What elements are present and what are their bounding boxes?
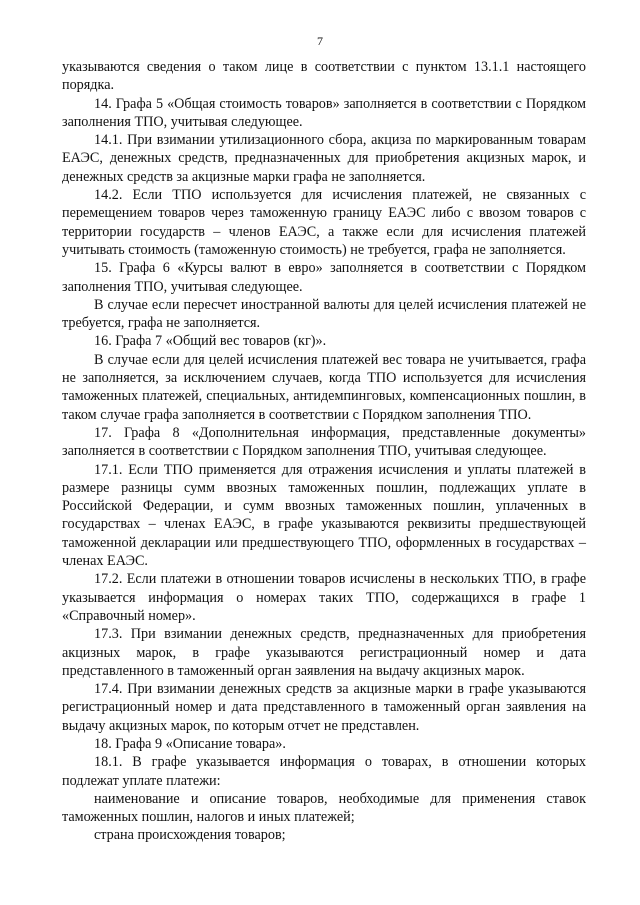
- paragraph-item-17-3: 17.3. При взимании денежных средств, предназначенных для приобретения акцизных марок, в графе указываются регистрационный номер и дата представленного в таможенный орган заявления на выдачу акцизных марок.: [62, 626, 586, 679]
- paragraph-list-item: наименование и описание товаров, необходимые для применения ставок таможенных пошлин, налогов и иных платежей;: [62, 790, 586, 826]
- paragraph-item-18: 18. Графа 9 «Описание товара».: [94, 735, 286, 752]
- document-body: [62, 58, 586, 845]
- paragraph-item-17-1: 17.1. Если ТПО применяется для отражения исчисления и уплаты платежей в размере разницы сумм ввозных таможенных пошлин, подлежащих уплате в Российской Федерации, и сумм ввозных таможенных пошлин, уплаченных в государствах – членах ЕАЭС, в графе указываются реквизиты предшествующей таможенной декларации или предшествующего ТПО, оформленных в государствах – членах ЕАЭС.: [62, 461, 586, 570]
- paragraph-continuation: указываются сведения о таком лице в соответствии с пунктом 13.1.1 настоящего порядка.: [62, 59, 586, 94]
- paragraph-list-item: страна происхождения товаров;: [94, 827, 286, 844]
- paragraph-item-15: 15. Графа 6 «Курсы валют в евро» заполняется в соответствии с Порядком заполнения ТПО, учитывая следующее.: [62, 260, 586, 295]
- paragraph-item-17-4: 17.4. При взимании денежных средств за акцизные марки в графе указываются регистрационный номер и дата представленного в таможенный орган заявления на выдачу акцизных марок, по которым отчет не представлен.: [62, 681, 586, 734]
- page-number: 7: [317, 34, 323, 48]
- paragraph-item-16: 16. Графа 7 «Общий вес товаров (кг)».: [94, 333, 327, 350]
- paragraph-item-16-note: В случае если для целей исчисления платежей вес товара не учитывается, графа не заполняется, за исключением случаев, когда ТПО используется для исчисления таможенных платежей, специальных, антидемпинговых, компенсационных пошлин, в таком случае графа заполняется в соответствии с Порядком заполнения ТПО.: [62, 351, 586, 423]
- paragraph-item-14-2: 14.2. Если ТПО используется для исчисления платежей, не связанных с перемещением товаров через таможенную границу ЕАЭС либо с ввозом товаров с территории государств – членов ЕАЭС, а также если для исчисления платежей учитывать стоимость (таможенную стоимость) не требуется, графа не заполняется.: [62, 187, 586, 258]
- paragraph-item-17: 17. Графа 8 «Дополнительная информация, представленные документы» заполняется в соответствии с Порядком заполнения ТПО, учитывая следующее.: [62, 424, 586, 460]
- paragraph-item-15-note: В случае если пересчет иностранной валюты для целей исчисления платежей не требуется, графа не заполняется.: [62, 296, 586, 332]
- paragraph-item-14: 14. Графа 5 «Общая стоимость товаров» заполняется в соответствии с Порядком заполнения ТПО, учитывая следующее.: [62, 95, 586, 130]
- paragraph-item-17-2: 17.2. Если платежи в отношении товаров исчислены в нескольких ТПО, в графе указывается информация о номерах таких ТПО, содержащихся в графе 1 «Справочный номер».: [62, 571, 586, 624]
- paragraph-item-14-1: 14.1. При взимании утилизационного сбора, акциза по маркированным товарам ЕАЭС, денежных средств, предназначенных для приобретения акцизных марок, и денежных средств за акцизные марки графа не заполняется.: [62, 132, 586, 185]
- paragraph-item-18-1: 18.1. В графе указывается информация о товарах, в отношении которых подлежат уплате платежи:: [62, 754, 586, 789]
